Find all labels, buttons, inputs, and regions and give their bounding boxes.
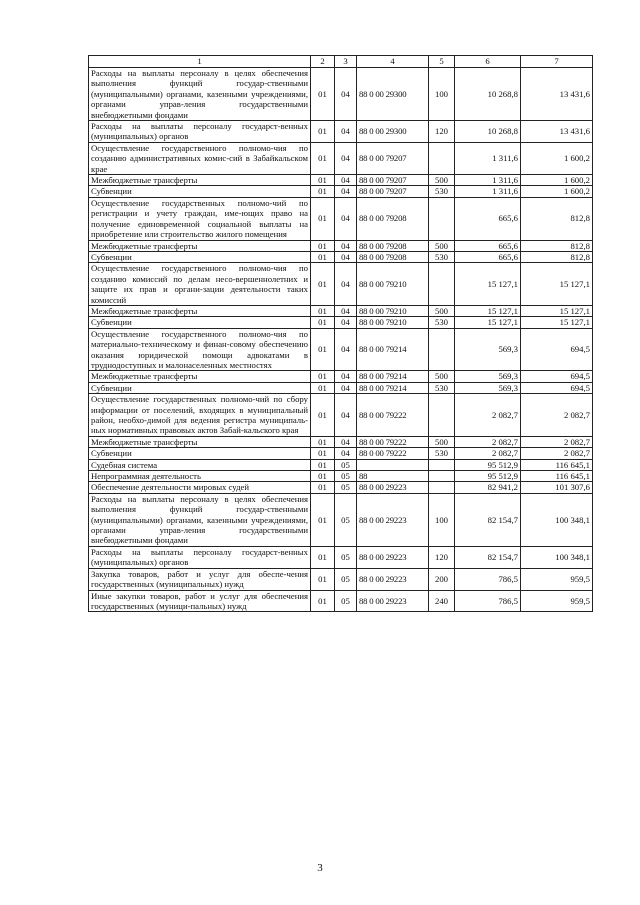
amount-year1-cell: 2 082,7: [455, 436, 521, 447]
target-article-cell: 88 0 00 29223: [357, 590, 429, 612]
amount-year1-cell: 569,3: [455, 371, 521, 382]
subsection-code-cell: 04: [335, 240, 357, 251]
amount-year1-cell: 82 154,7: [455, 546, 521, 568]
amount-year1-cell: 786,5: [455, 568, 521, 590]
target-article-cell: 88 0 00 79210: [357, 317, 429, 328]
section-code-cell: 01: [311, 68, 335, 121]
amount-year2-cell: 694,5: [521, 371, 593, 382]
table-row: [89, 590, 593, 612]
expense-name-cell: Субвенции: [89, 251, 311, 262]
subsection-code-cell: 04: [335, 448, 357, 459]
subsection-code-cell: 05: [335, 493, 357, 546]
table-row: [89, 251, 593, 262]
expense-type-cell: 500: [429, 305, 455, 316]
header-cell: 3: [335, 56, 357, 68]
amount-year2-cell: 959,5: [521, 568, 593, 590]
page-number: 3: [317, 862, 323, 874]
amount-year1-cell: 569,3: [455, 382, 521, 393]
section-code-cell: 01: [311, 590, 335, 612]
table-row: [89, 546, 593, 568]
amount-year2-cell: 812,8: [521, 251, 593, 262]
subsection-code-cell: 04: [335, 328, 357, 371]
section-code-cell: 01: [311, 240, 335, 251]
target-article-cell: 88 0 00 79222: [357, 448, 429, 459]
expense-name-cell: Межбюджетные трансферты: [89, 175, 311, 186]
expense-name-cell: Осуществление государственных полномо-чий по сбору информации от поселений, входящих в муниципальный район, необхо-димой для ведения регистра муниципаль-ных нормативных правовых актов Забай-кальского края: [89, 394, 311, 437]
table-header-row: [89, 56, 593, 68]
subsection-code-cell: 04: [335, 371, 357, 382]
table-row: [89, 448, 593, 459]
amount-year2-cell: 13 431,6: [521, 121, 593, 143]
expense-type-cell: 530: [429, 382, 455, 393]
table-row: [89, 436, 593, 447]
table-row: [89, 305, 593, 316]
table-row: [89, 240, 593, 251]
expense-type-cell: [429, 142, 455, 174]
amount-year2-cell: 100 348,1: [521, 493, 593, 546]
section-code-cell: 01: [311, 394, 335, 437]
expense-name-cell: Субвенции: [89, 382, 311, 393]
amount-year1-cell: 665,6: [455, 240, 521, 251]
section-code-cell: 01: [311, 448, 335, 459]
section-code-cell: 01: [311, 186, 335, 197]
target-article-cell: 88 0 00 79207: [357, 142, 429, 174]
expense-name-cell: Непрограммная деятельность: [89, 471, 311, 482]
amount-year1-cell: 665,6: [455, 251, 521, 262]
expense-type-cell: 530: [429, 448, 455, 459]
amount-year2-cell: 2 082,7: [521, 394, 593, 437]
target-article-cell: 88 0 00 79214: [357, 382, 429, 393]
amount-year2-cell: 15 127,1: [521, 263, 593, 306]
header-cell: 6: [455, 56, 521, 68]
table-row: [89, 471, 593, 482]
table-row: [89, 263, 593, 306]
expense-name-cell: Расходы на выплаты персоналу государст-венных (муниципальных) органов: [89, 121, 311, 143]
expense-name-cell: Субвенции: [89, 317, 311, 328]
expense-type-cell: 500: [429, 436, 455, 447]
target-article-cell: 88 0 00 29223: [357, 568, 429, 590]
section-code-cell: 01: [311, 546, 335, 568]
target-article-cell: 88 0 00 79207: [357, 175, 429, 186]
expense-type-cell: 100: [429, 68, 455, 121]
subsection-code-cell: 04: [335, 142, 357, 174]
target-article-cell: 88 0 00 79214: [357, 371, 429, 382]
table-row: [89, 121, 593, 143]
amount-year1-cell: 15 127,1: [455, 317, 521, 328]
amount-year1-cell: 10 268,8: [455, 121, 521, 143]
expense-type-cell: 120: [429, 546, 455, 568]
table-row: [89, 568, 593, 590]
amount-year2-cell: 959,5: [521, 590, 593, 612]
section-code-cell: 01: [311, 493, 335, 546]
table-row: [89, 175, 593, 186]
target-article-cell: 88 0 00 29223: [357, 482, 429, 493]
table-row: [89, 482, 593, 493]
target-article-cell: 88 0 00 79210: [357, 263, 429, 306]
expense-name-cell: Межбюджетные трансферты: [89, 305, 311, 316]
section-code-cell: 01: [311, 482, 335, 493]
target-article-cell: [357, 459, 429, 470]
section-code-cell: 01: [311, 436, 335, 447]
expense-type-cell: 530: [429, 251, 455, 262]
subsection-code-cell: 04: [335, 263, 357, 306]
amount-year1-cell: 15 127,1: [455, 263, 521, 306]
expense-type-cell: [429, 328, 455, 371]
expense-type-cell: 100: [429, 493, 455, 546]
expense-name-cell: Осуществление государственного полномо-чия по созданию комиссий по делам несо-вершеннолетних и защите их прав и органи-зации деятельности таких комиссий: [89, 263, 311, 306]
subsection-code-cell: 04: [335, 317, 357, 328]
expense-name-cell: Судебная система: [89, 459, 311, 470]
section-code-cell: 01: [311, 251, 335, 262]
table-row: [89, 459, 593, 470]
amount-year1-cell: 82 941,2: [455, 482, 521, 493]
section-code-cell: 01: [311, 197, 335, 240]
expense-type-cell: 500: [429, 371, 455, 382]
target-article-cell: 88 0 00 79222: [357, 394, 429, 437]
amount-year1-cell: 1 311,6: [455, 175, 521, 186]
amount-year1-cell: 10 268,8: [455, 68, 521, 121]
amount-year2-cell: 15 127,1: [521, 317, 593, 328]
expense-name-cell: Иные закупки товаров, работ и услуг для обеспечения государственных (муници-пальных) нужд: [89, 590, 311, 612]
amount-year1-cell: 1 311,6: [455, 142, 521, 174]
subsection-code-cell: 05: [335, 471, 357, 482]
table-row: [89, 382, 593, 393]
expense-type-cell: [429, 394, 455, 437]
expense-type-cell: 500: [429, 240, 455, 251]
amount-year2-cell: 100 348,1: [521, 546, 593, 568]
target-article-cell: 88 0 00 79207: [357, 186, 429, 197]
amount-year2-cell: 2 082,7: [521, 448, 593, 459]
expense-type-cell: [429, 482, 455, 493]
subsection-code-cell: 05: [335, 546, 357, 568]
amount-year2-cell: 15 127,1: [521, 305, 593, 316]
amount-year2-cell: 2 082,7: [521, 436, 593, 447]
amount-year2-cell: 13 431,6: [521, 68, 593, 121]
subsection-code-cell: 04: [335, 251, 357, 262]
expense-name-cell: Субвенции: [89, 186, 311, 197]
subsection-code-cell: 04: [335, 436, 357, 447]
expense-name-cell: Межбюджетные трансферты: [89, 240, 311, 251]
amount-year2-cell: 694,5: [521, 382, 593, 393]
budget-table: [88, 55, 593, 612]
subsection-code-cell: 05: [335, 590, 357, 612]
amount-year2-cell: 101 307,6: [521, 482, 593, 493]
expense-type-cell: [429, 197, 455, 240]
expense-type-cell: 530: [429, 186, 455, 197]
target-article-cell: 88 0 00 29223: [357, 493, 429, 546]
table-row: [89, 493, 593, 546]
target-article-cell: 88 0 00 29223: [357, 546, 429, 568]
expense-name-cell: Расходы на выплаты персоналу в целях обеспечения выполнения функций государ-ственными (муниципальными) органами, казенными учреждениями, органами управ-ления государственными внебюджетными фондами: [89, 68, 311, 121]
target-article-cell: 88 0 00 79210: [357, 305, 429, 316]
amount-year1-cell: 82 154,7: [455, 493, 521, 546]
header-cell: 1: [89, 56, 311, 68]
subsection-code-cell: 05: [335, 482, 357, 493]
target-article-cell: 88 0 00 79208: [357, 240, 429, 251]
subsection-code-cell: 05: [335, 568, 357, 590]
section-code-cell: 01: [311, 175, 335, 186]
subsection-code-cell: 05: [335, 459, 357, 470]
expense-name-cell: Осуществление государственных полномо-чий по регистрации и учету граждан, име-ющих право на получение единовременной социальной выплаты на приобретение или строительство жилого помещения: [89, 197, 311, 240]
subsection-code-cell: 04: [335, 382, 357, 393]
subsection-code-cell: 04: [335, 68, 357, 121]
table-row: [89, 142, 593, 174]
expense-type-cell: [429, 471, 455, 482]
section-code-cell: 01: [311, 317, 335, 328]
amount-year2-cell: 1 600,2: [521, 142, 593, 174]
expense-name-cell: Расходы на выплаты персоналу государст-венных (муниципальных) органов: [89, 546, 311, 568]
subsection-code-cell: 04: [335, 186, 357, 197]
amount-year1-cell: 95 512,9: [455, 471, 521, 482]
expense-name-cell: Субвенции: [89, 448, 311, 459]
table-row: [89, 317, 593, 328]
amount-year2-cell: 116 645,1: [521, 459, 593, 470]
section-code-cell: 01: [311, 328, 335, 371]
amount-year1-cell: 2 082,7: [455, 394, 521, 437]
expense-name-cell: Расходы на выплаты персоналу в целях обеспечения выполнения функций государ-ственными (муниципальными) органами, казенными учреждениями, органами управ-ления государственными внебюджетными фондами: [89, 493, 311, 546]
amount-year1-cell: 786,5: [455, 590, 521, 612]
subsection-code-cell: 04: [335, 121, 357, 143]
expense-name-cell: Межбюджетные трансферты: [89, 436, 311, 447]
target-article-cell: 88 0 00 79208: [357, 197, 429, 240]
target-article-cell: 88 0 00 79208: [357, 251, 429, 262]
amount-year1-cell: 1 311,6: [455, 186, 521, 197]
table-row: [89, 186, 593, 197]
expense-type-cell: [429, 263, 455, 306]
amount-year2-cell: 694,5: [521, 328, 593, 371]
subsection-code-cell: 04: [335, 394, 357, 437]
header-cell: 2: [311, 56, 335, 68]
amount-year1-cell: 95 512,9: [455, 459, 521, 470]
expense-name-cell: Осуществление государственного полномо-чия по созданию административных комис-сий в Забайкальском крае: [89, 142, 311, 174]
expense-name-cell: Обеспечение деятельности мировых судей: [89, 482, 311, 493]
target-article-cell: 88 0 00 29300: [357, 68, 429, 121]
expense-type-cell: 120: [429, 121, 455, 143]
amount-year2-cell: 812,8: [521, 240, 593, 251]
subsection-code-cell: 04: [335, 305, 357, 316]
amount-year2-cell: 116 645,1: [521, 471, 593, 482]
subsection-code-cell: 04: [335, 197, 357, 240]
section-code-cell: 01: [311, 142, 335, 174]
expense-type-cell: [429, 459, 455, 470]
expense-name-cell: Осуществление государственного полномо-чия по материально-техническому и финан-совому обеспечению оказания юридической помощи адвокатами в труднодоступных и малонаселенных местностях: [89, 328, 311, 371]
amount-year1-cell: 2 082,7: [455, 448, 521, 459]
section-code-cell: 01: [311, 263, 335, 306]
table-row: [89, 68, 593, 121]
subsection-code-cell: 04: [335, 175, 357, 186]
section-code-cell: 01: [311, 459, 335, 470]
header-cell: 7: [521, 56, 593, 68]
target-article-cell: 88: [357, 471, 429, 482]
amount-year2-cell: 1 600,2: [521, 186, 593, 197]
target-article-cell: 88 0 00 79214: [357, 328, 429, 371]
expense-name-cell: Закупка товаров, работ и услуг для обеспе-чения государственных (муниципальных) нужд: [89, 568, 311, 590]
section-code-cell: 01: [311, 568, 335, 590]
section-code-cell: 01: [311, 471, 335, 482]
amount-year1-cell: 15 127,1: [455, 305, 521, 316]
expense-type-cell: 240: [429, 590, 455, 612]
amount-year1-cell: 569,3: [455, 328, 521, 371]
section-code-cell: 01: [311, 121, 335, 143]
expense-type-cell: 500: [429, 175, 455, 186]
header-cell: 4: [357, 56, 429, 68]
expense-type-cell: 530: [429, 317, 455, 328]
section-code-cell: 01: [311, 371, 335, 382]
amount-year2-cell: 1 600,2: [521, 175, 593, 186]
target-article-cell: 88 0 00 79222: [357, 436, 429, 447]
table-row: [89, 328, 593, 371]
expense-type-cell: 200: [429, 568, 455, 590]
table-row: [89, 197, 593, 240]
amount-year1-cell: 665,6: [455, 197, 521, 240]
table-row: [89, 394, 593, 437]
table-row: [89, 371, 593, 382]
table-body: [89, 68, 593, 612]
section-code-cell: 01: [311, 382, 335, 393]
target-article-cell: 88 0 00 29300: [357, 121, 429, 143]
header-cell: 5: [429, 56, 455, 68]
amount-year2-cell: 812,8: [521, 197, 593, 240]
section-code-cell: 01: [311, 305, 335, 316]
expense-name-cell: Межбюджетные трансферты: [89, 371, 311, 382]
